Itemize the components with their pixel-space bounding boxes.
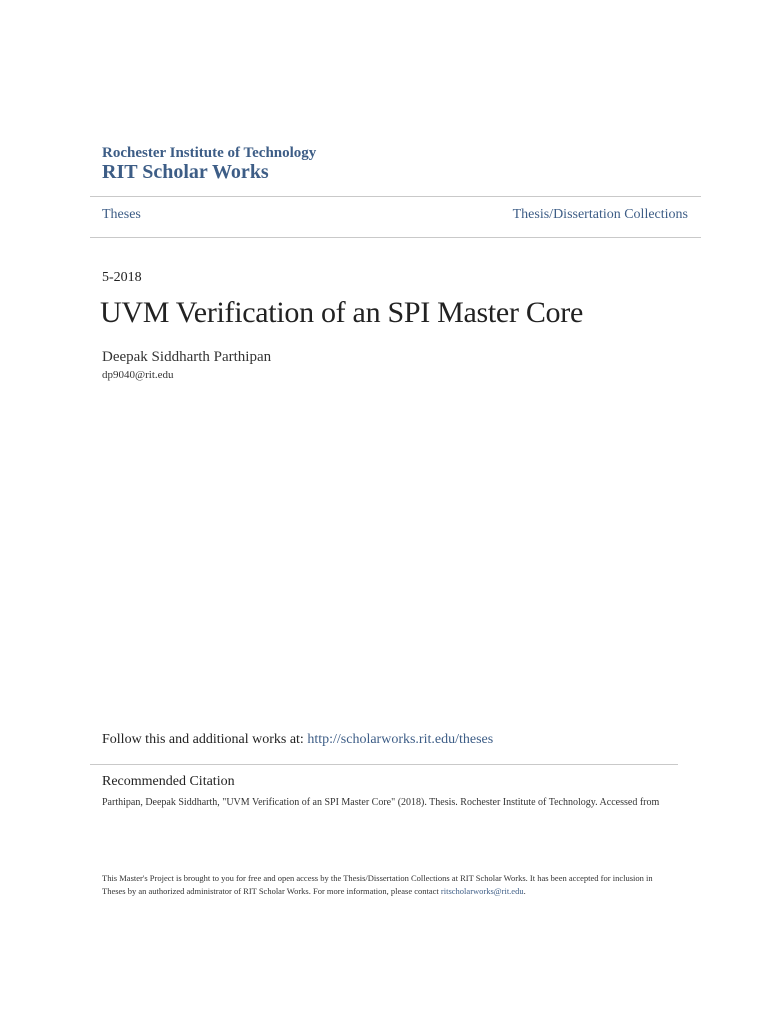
- author-name: Deepak Siddharth Parthipan: [102, 349, 272, 365]
- follow-prefix: Follow this and additional works at:: [102, 732, 308, 747]
- author-email: dp9040@rit.edu: [102, 369, 174, 381]
- follow-link[interactable]: http://scholarworks.rit.edu/theses: [307, 732, 494, 747]
- citation-divider: [90, 764, 678, 765]
- publication-date: 5-2018: [102, 270, 142, 285]
- document-title: UVM Verification of an SPI Master Core: [100, 296, 583, 329]
- theses-link[interactable]: Theses: [102, 207, 141, 222]
- footer-text: This Master's Project is brought to you for free and open access by the Thesis/Dissertation Collections at RIT Scholar Works. It has been accepted for inclusion in Theses by an authorized administrator of RIT Scholar Works. For more information, please contact: [102, 873, 653, 896]
- header-divider-top: [90, 196, 701, 197]
- citation-text: Parthipan, Deepak Siddharth, "UVM Verification of an SPI Master Core" (2018). Thesis. Rochester Institute of Technology. Accessed from: [102, 797, 660, 808]
- repository-name[interactable]: RIT Scholar Works: [102, 161, 269, 183]
- header-divider-bottom: [90, 237, 701, 238]
- citation-heading: Recommended Citation: [102, 774, 235, 789]
- follow-line: [102, 732, 493, 748]
- footer-notice: [102, 872, 672, 898]
- contact-email-link[interactable]: ritscholarworks@rit.edu: [440, 886, 524, 896]
- collections-link[interactable]: Thesis/Dissertation Collections: [512, 207, 688, 222]
- footer-end: .: [523, 886, 526, 896]
- institution-name: Rochester Institute of Technology: [102, 145, 317, 161]
